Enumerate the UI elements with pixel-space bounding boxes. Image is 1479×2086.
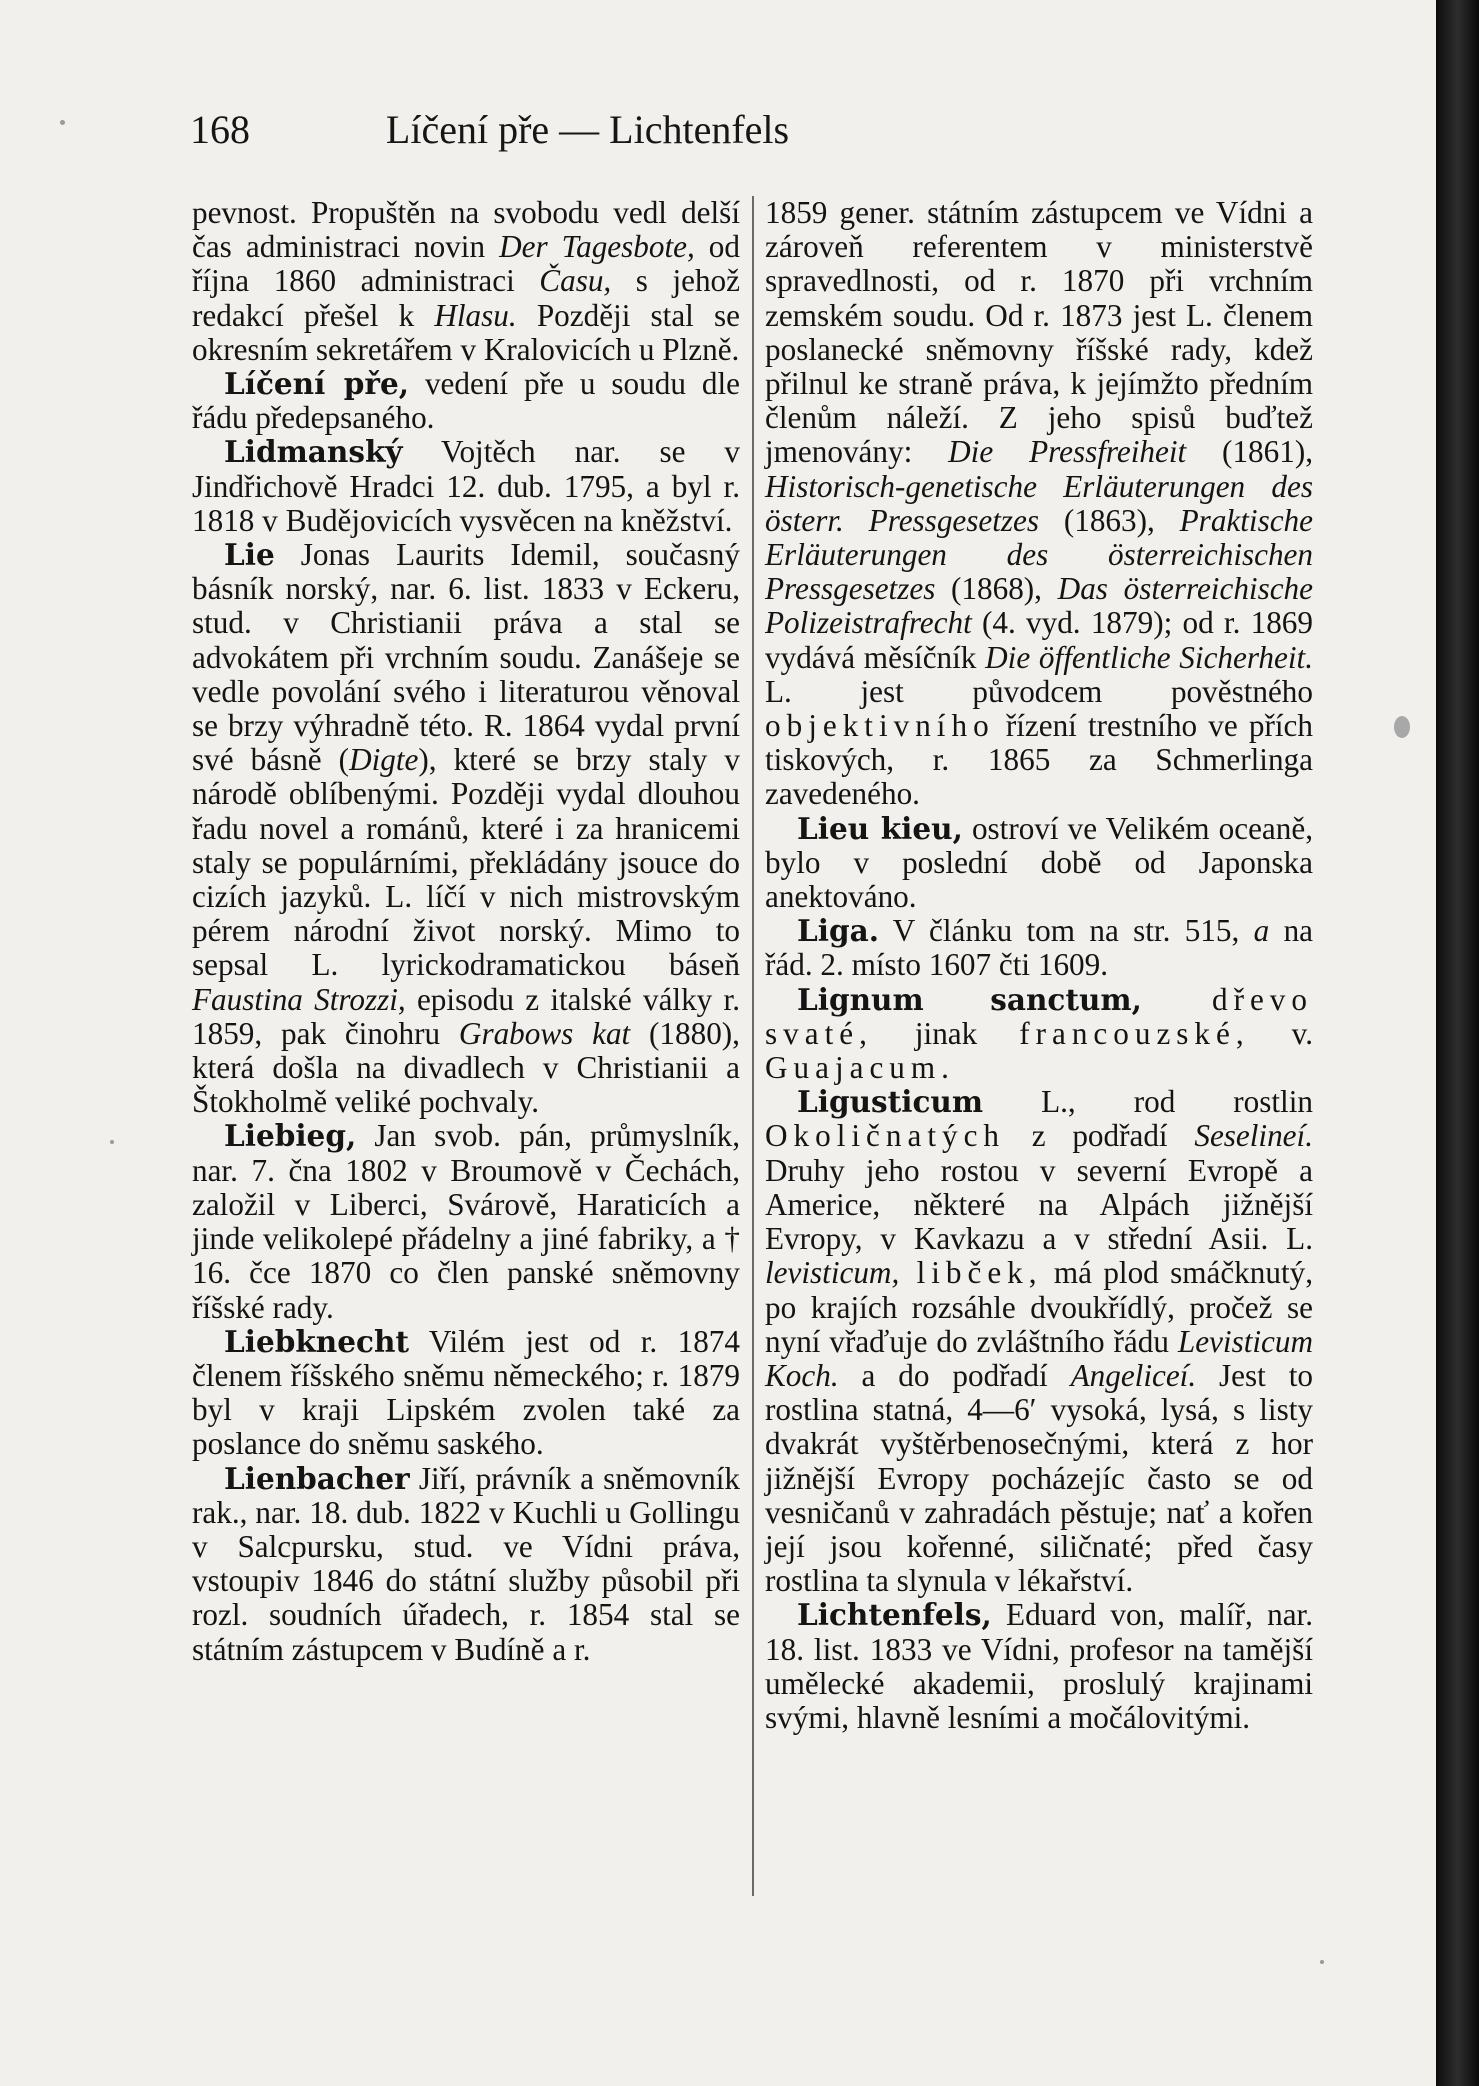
entry-liceni-pre: Líčení pře, vedení pře u soudu dle řádu předepsaného.	[192, 366, 740, 436]
running-head: Líčení pře — Lichtenfels	[385, 107, 790, 152]
headword: Liebknecht	[224, 1323, 410, 1359]
entry-liebknecht: Liebknecht Vilém jest od r. 1874 členem říšského sněmu německého; r. 1879 byl v kraji Lipském zvolen také za poslance do sněmu saského.	[192, 1323, 740, 1462]
headword: Liebieg,	[224, 1118, 357, 1154]
entry-lignum-sanctum: Lignum sanctum, dřevo svaté, jinak francouzské, v. Guajacum.	[765, 981, 1313, 1086]
headword: Lieu kieu,	[797, 810, 963, 846]
entry-liga: Liga. V článku tom na str. 515, a na řád. 2. místo 1607 čti 1609.	[765, 913, 1314, 983]
entry-lidmansky: Lidmanský Vojtěch nar. se v Jindřichově Hradci 12. dub. 1795, a byl r. 1818 v Budějovicích vysvěcen na kněžství.	[192, 434, 740, 538]
headword: Líčení pře,	[224, 366, 409, 402]
page-header	[190, 100, 985, 160]
entry-lichtenfels: Lichtenfels, Eduard von, malíř, nar. 18. list. 1833 ve Vídni, profesor na tamější umělecké akademii, proslulý krajinami svými, hlavně lesními a močálovitými.	[765, 1597, 1313, 1735]
entry-continuation: 1859 gener. státním zástupcem ve Vídni a zároveň referentem v ministerstvě spravedlnosti, od r. 1870 při vrchním zemském soudu. Od r. 1873 jest L. členem poslanecké sněmovny říšské rady, kdež přilnul ke straně práva, k jejímžto předním členům náleží. Z jeho spisů buďtež jmenovány: Die Pressfreiheit (1861), Historisch-genetische Erläuterungen des österr. Pressgesetzes (1863), Praktische Erläuterungen des österreichischen Pressgesetzes (1868), Das österreichische Polizeistrafrecht (4. vyd. 1879); od r. 1869 vydává měsíčník Die öffentliche Sicherheit. L. jest původcem pověstného objektivního řízení trestního ve přích tiskových, r. 1865 za Schmerlinga zavedeného.	[765, 195, 1314, 812]
entry-continuation: pevnost. Propuštěn na svobodu vedl delší čas administraci novin Der Tagesbote, od října 1860 administraci Času, s jehož redakcí přešel k Hlasu. Později stal se okresním sekretářem v Kralovicích u Plzně.	[192, 195, 740, 367]
headword: Ligusticum	[797, 1084, 984, 1120]
page-number: 168	[190, 107, 250, 152]
right-column	[765, 196, 1313, 1735]
book-gutter-edge	[1436, 0, 1479, 2086]
headword: Lie	[224, 537, 275, 573]
entry-liebieg: Liebieg, Jan svob. pán, průmyslník, nar. 7. čna 1802 v Broumově v Čechách, založil v Liberci, Svárově, Haraticích a jinde velikolepé přádelny a jiné fabriky, a † 16. čce 1870 co člen panské sněmovny říšské rady.	[192, 1118, 740, 1325]
paper-speck	[1320, 1960, 1324, 1964]
paper-speck	[110, 1140, 114, 1144]
headword: Liga.	[797, 913, 879, 949]
entry-ligusticum: Ligusticum L., rod rostlin Okoličnatých z podřadí Seselineí. Druhy jeho rostou v severní Evropě a Americe, některé na Alpách jižnější Evropy, v Kavkazu a v střední Asii. L. levisticum, libček, má plod smáčknutý, po krajích rozsáhle dvoukřídlý, pročež se nyní vřaďuje do zvláštního řádu Levisticum Koch. a do podřadí Angeliceí. Jest to rostlina statná, 4—6′ vysoká, lysá, s listy dvakrát vyštěrbenosečnými, která z hor jižnější Evropy pocházejíc často se od vesničanů v zahradách pěstuje; nať a kořen její jsou kořenné, siličnaté; před časy rostlina ta slynula v lékařství.	[765, 1084, 1314, 1599]
headword: Lichtenfels,	[797, 1597, 992, 1633]
headword: Lienbacher	[224, 1460, 410, 1496]
paper-speck	[60, 120, 65, 125]
headword: Lidmanský	[224, 434, 403, 470]
left-column	[192, 196, 740, 1667]
headword: Lignum sanctum,	[797, 981, 1142, 1017]
paper-speck	[1394, 716, 1410, 738]
entry-lienbacher: Lienbacher Jiří, právník a sněmovník rak., nar. 18. dub. 1822 v Kuchli u Gollingu v Salcpursku, stud. ve Vídni práva, vstoupiv 1846 do státní služby působil při rozl. soudních úřadech, r. 1854 stal se státním zástupcem v Budíně a r.	[192, 1460, 740, 1667]
entry-lie: Lie Jonas Laurits Idemil, současný básník norský, nar. 6. list. 1833 v Eckeru, stud. v Christianii práva a stal se advokátem při vrchním soudu. Zanášeje se vedle povolání svého i literaturou věnoval se brzy výhradně této. R. 1864 vydal první své básně (Digte), které se brzy staly v národě oblíbenými. Později vydal dlouhou řadu novel a románů, které i za hranicemi staly se populárními, překládány jsouce do cizích jazyků. L. líčí v nich mistrovským pérem národní život norský. Mimo to sepsal L. lyrickodramatickou báseň Faustina Strozzi, episodu z italské války r. 1859, pak činohru Grabows kat (1880), která došla na divadlech v Christianii a Štokholmě veliké pochvaly.	[192, 537, 740, 1120]
column-divider	[752, 196, 754, 1896]
entry-lieu-kieu: Lieu kieu, ostroví ve Velikém oceaně, bylo v poslední době od Japonska anektováno.	[765, 810, 1313, 915]
